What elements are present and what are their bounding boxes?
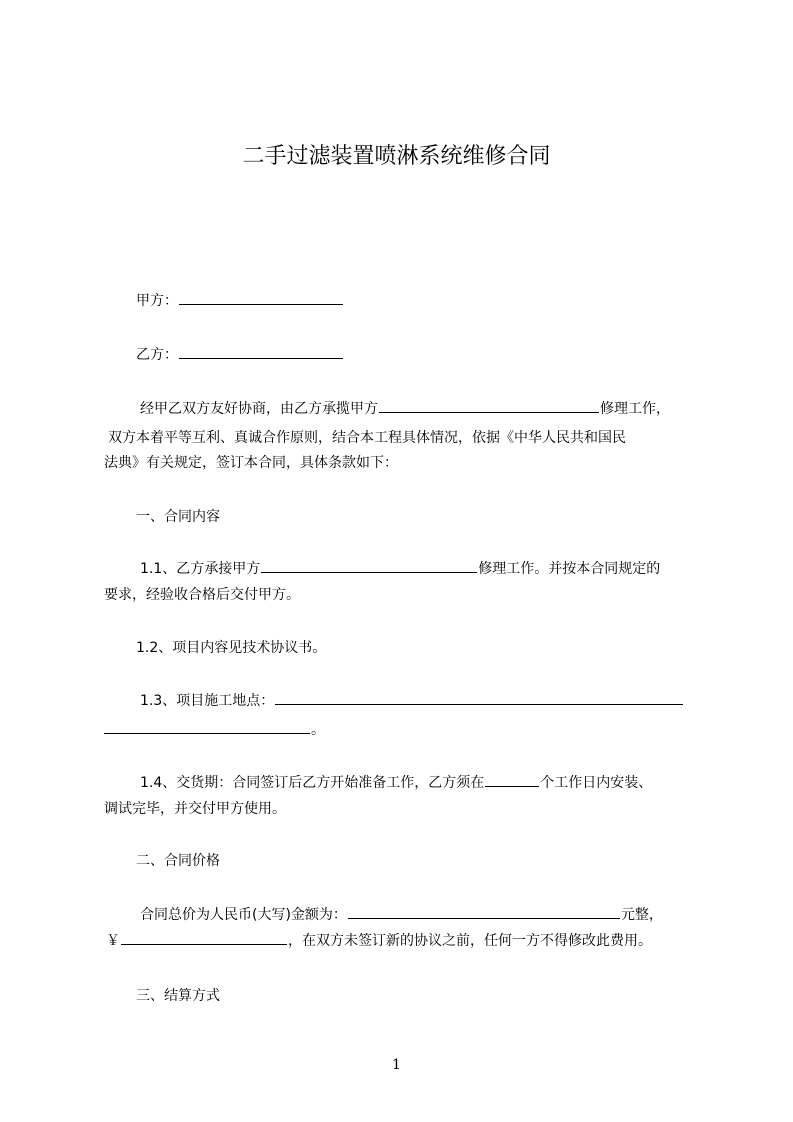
price-pre: 合同总价为人民币(大写)金额为：: [140, 907, 347, 923]
clause-1-4-pre: 1.4、交货期：合同签订后乙方开始准备工作，乙方须在: [140, 775, 485, 791]
site-location-blank-2[interactable]: [104, 719, 310, 734]
price-line-2-post: ，在双方未签订新的协议之前，任何一方不得修改此费用。: [288, 933, 652, 949]
intro-text-pre: 经甲乙双方友好协商，由乙方承揽甲方: [140, 401, 378, 417]
section-1-heading: 一、合同内容: [136, 509, 220, 525]
clause-1-3-end: 。: [311, 722, 325, 738]
clause-1-4-post: 个工作日内安装、: [540, 775, 653, 791]
page-number: 1: [392, 1057, 401, 1073]
clause-1-3-line-1: [140, 690, 684, 712]
price-words-blank[interactable]: [348, 904, 620, 919]
intro-text-post: 修理工作，: [600, 401, 670, 417]
section-3-heading: 三、结算方式: [136, 988, 220, 1004]
section-2-heading: 二、合同价格: [136, 853, 220, 869]
price-post: 元整，: [620, 907, 663, 923]
price-line-1: [140, 904, 663, 926]
workdays-blank[interactable]: [485, 772, 539, 787]
clause-1-1-blank[interactable]: [261, 558, 477, 573]
intro-line-1: [140, 398, 670, 420]
clause-1-2: 1.2、项目内容见技术协议书。: [136, 640, 327, 656]
clause-1-3-line-2: [104, 719, 325, 741]
clause-1-1-post: 修理工作。并按本合同规定的: [478, 561, 661, 577]
document-title: 二手过滤装置喷淋系统维修合同: [242, 144, 551, 169]
party-b-label: 乙方：: [136, 347, 178, 363]
yen-symbol: ￥: [106, 933, 120, 949]
party-b-line: [136, 344, 344, 366]
intro-line-2: 双方本着平等互利、真诚合作原则，结合本工程具体情况，依据《中华人民共和国民: [108, 430, 626, 446]
party-a-blank[interactable]: [179, 290, 343, 305]
intro-line-3: 法典》有关规定，签订本合同，具体条款如下：: [104, 455, 398, 471]
clause-1-4-line-2: 调试完毕，并交付甲方使用。: [104, 801, 286, 817]
party-b-blank[interactable]: [179, 344, 343, 359]
party-a-label: 甲方：: [136, 293, 178, 309]
clause-1-4-line-1: [140, 772, 652, 794]
price-line-2: [106, 930, 652, 952]
party-a-line: [136, 290, 344, 312]
clause-1-1-line-2: 要求，经验收合格后交付甲方。: [104, 587, 300, 603]
site-location-blank[interactable]: [275, 690, 683, 705]
clause-1-3-pre: 1.3、项目施工地点：: [140, 693, 275, 709]
clause-1-1-line-1: [140, 558, 660, 580]
price-number-blank[interactable]: [121, 930, 287, 945]
clause-1-1-pre: 1.1、乙方承接甲方: [140, 561, 261, 577]
repair-item-blank[interactable]: [379, 398, 599, 413]
